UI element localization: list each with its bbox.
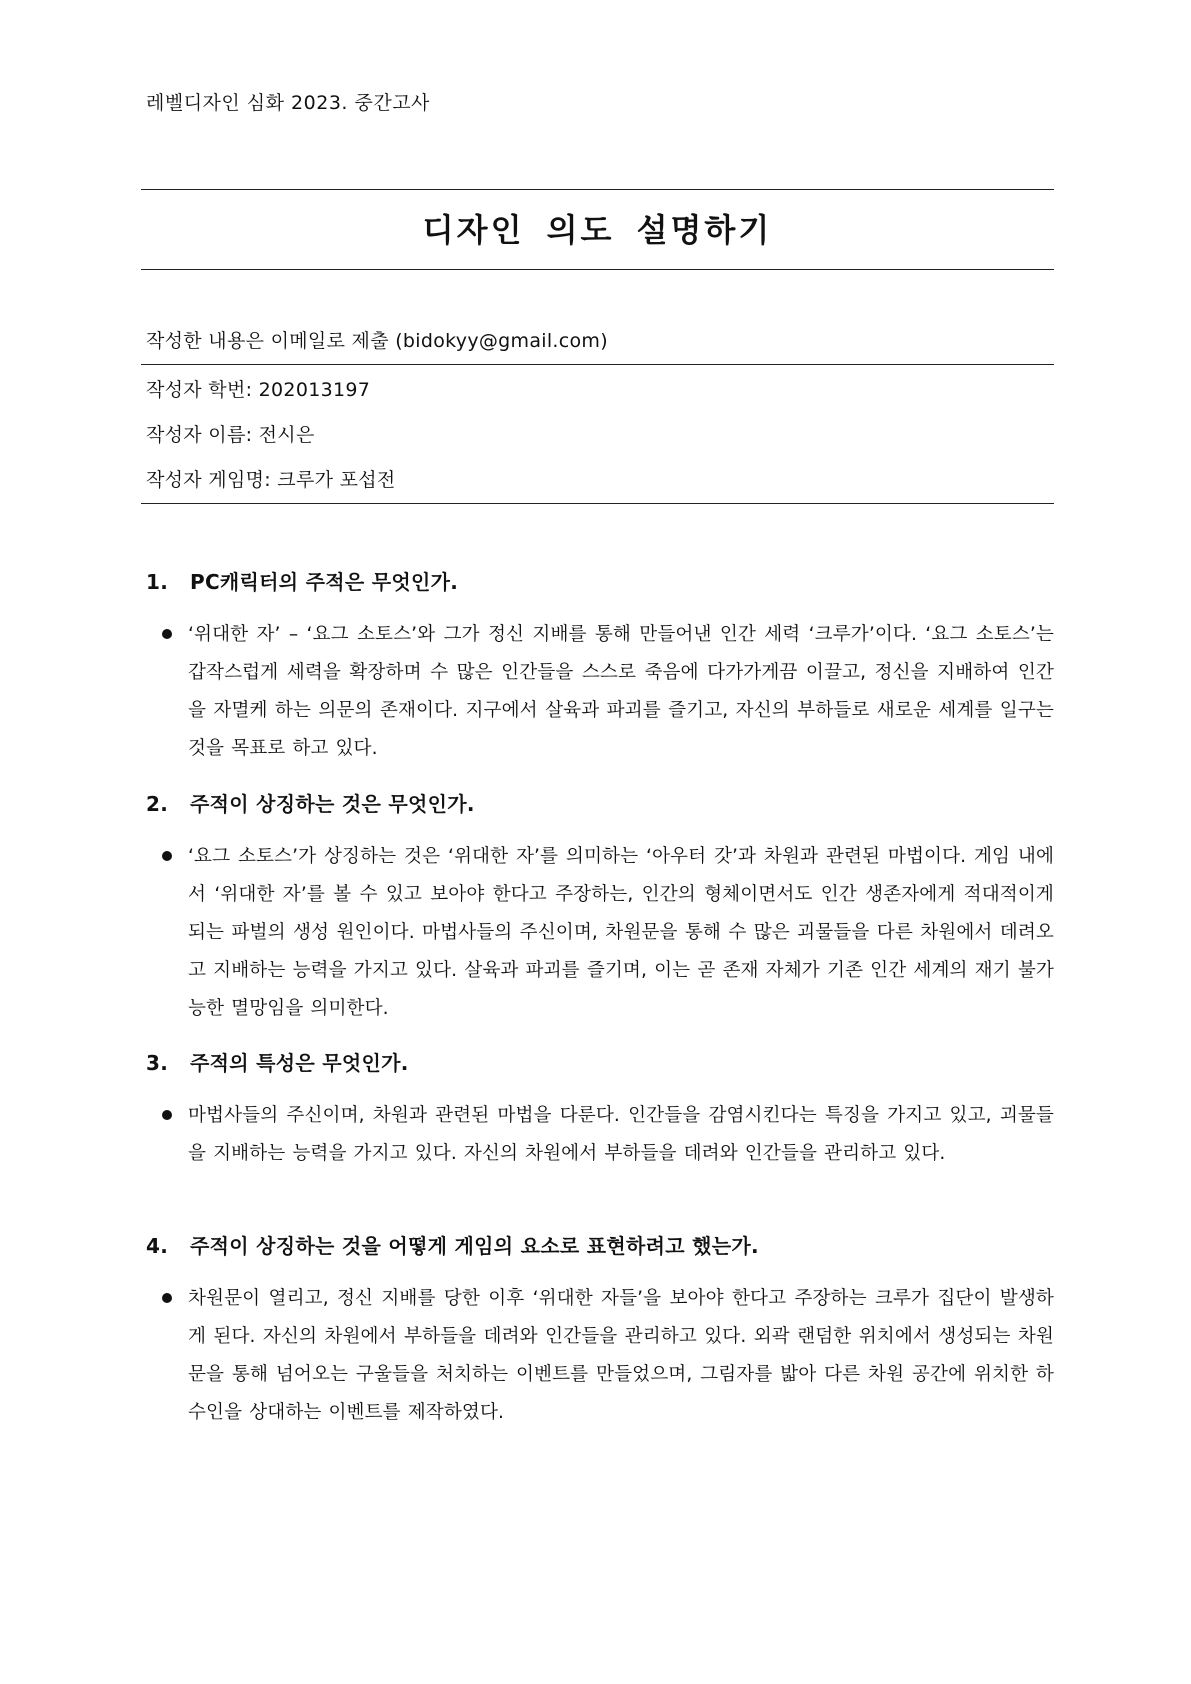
section-1-heading bbox=[146, 566, 458, 595]
title-top-rule bbox=[141, 189, 1054, 190]
bullet-text: ‘위대한 자’ – ‘요그 소토스’와 그가 정신 지배를 통해 만들어낸 인간 세력 ‘크루가’이다. ‘요그 소토스’는 갑작스럽게 세력을 확장하며 수 많은 인간들을 스스로 죽음에 다가가게끔 이끌고, 정신을 지배하여 인간을 자멸케 하는 의문의 존재이다. 지구에서 살육과 파괴를 즐기고, 자신의 부하들로 새로운 세계를 일구는 것을 목표로 하고 있다. bbox=[188, 624, 1054, 759]
meta-bottom-rule bbox=[141, 503, 1054, 504]
bullet-icon bbox=[162, 1110, 172, 1120]
section-number: 1. bbox=[146, 570, 169, 594]
section-title: PC캐릭터의 주적은 무엇인가. bbox=[190, 570, 459, 594]
document-title: 디자인 의도 설명하기 bbox=[422, 211, 773, 249]
student-name: 작성자 이름: 전시은 bbox=[146, 424, 315, 446]
student-id: 작성자 학번: 202013197 bbox=[146, 379, 371, 401]
section-3-heading bbox=[146, 1047, 409, 1076]
section-title: 주적이 상징하는 것은 무엇인가. bbox=[190, 792, 475, 816]
section-title: 주적의 특성은 무엇인가. bbox=[190, 1051, 409, 1075]
section-4-heading bbox=[146, 1230, 759, 1259]
section-title: 주적이 상징하는 것을 어떻게 게임의 요소로 표현하려고 했는가. bbox=[190, 1234, 759, 1258]
section-number: 2. bbox=[146, 792, 169, 816]
submission-note: 작성한 내용은 이메일로 제출 (bidokyy@gmail.com) bbox=[146, 330, 608, 352]
bullet-text: 차원문이 열리고, 정신 지배를 당한 이후 ‘위대한 자들’을 보아야 한다고 주장하는 크루가 집단이 발생하게 된다. 자신의 차원에서 부하들을 데려와 인간들을 관리하고 있다. 외곽 랜덤한 위치에서 생성되는 차원문을 통해 넘어오는 구울들을 처치하는 이벤트를 만들었으며, 그림자를 밟아 다른 차원 공간에 위치한 하수인을 상대하는 이벤트를 제작하였다. bbox=[188, 1288, 1054, 1423]
bullet-icon bbox=[162, 629, 172, 639]
bullet-icon bbox=[162, 1293, 172, 1303]
course-header: 레벨디자인 심화 2023. 중간고사 bbox=[146, 92, 430, 114]
meta-divider bbox=[141, 364, 1054, 365]
section-number: 3. bbox=[146, 1051, 169, 1075]
title-bottom-rule bbox=[141, 269, 1054, 270]
bullet-icon bbox=[162, 851, 172, 861]
bullet-text: ‘요그 소토스’가 상징하는 것은 ‘위대한 자’를 의미하는 ‘아우터 갓’과 차원과 관련된 마법이다. 게임 내에서 ‘위대한 자’를 볼 수 있고 보아야 한다고 주장하는, 인간의 형체이면서도 인간 생존자에게 적대적이게 되는 파벌의 생성 원인이다. 마법사들의 주신이며, 차원문을 통해 수 많은 괴물들을 다른 차원에서 데려오고 지배하는 능력을 가지고 있다. 살육과 파괴를 즐기며, 이는 곧 존재 자체가 기존 인간 세계의 재기 불가능한 멸망임을 의미한다. bbox=[188, 846, 1054, 1019]
section-2-heading bbox=[146, 788, 475, 817]
bullet-text: 마법사들의 주신이며, 차원과 관련된 마법을 다룬다. 인간들을 감염시킨다는 특징을 가지고 있고, 괴물들을 지배하는 능력을 가지고 있다. 자신의 차원에서 부하들을 데려와 인간들을 관리하고 있다. bbox=[188, 1105, 1054, 1164]
game-name: 작성자 게임명: 크루가 포섭전 bbox=[146, 469, 396, 491]
section-number: 4. bbox=[146, 1234, 169, 1258]
